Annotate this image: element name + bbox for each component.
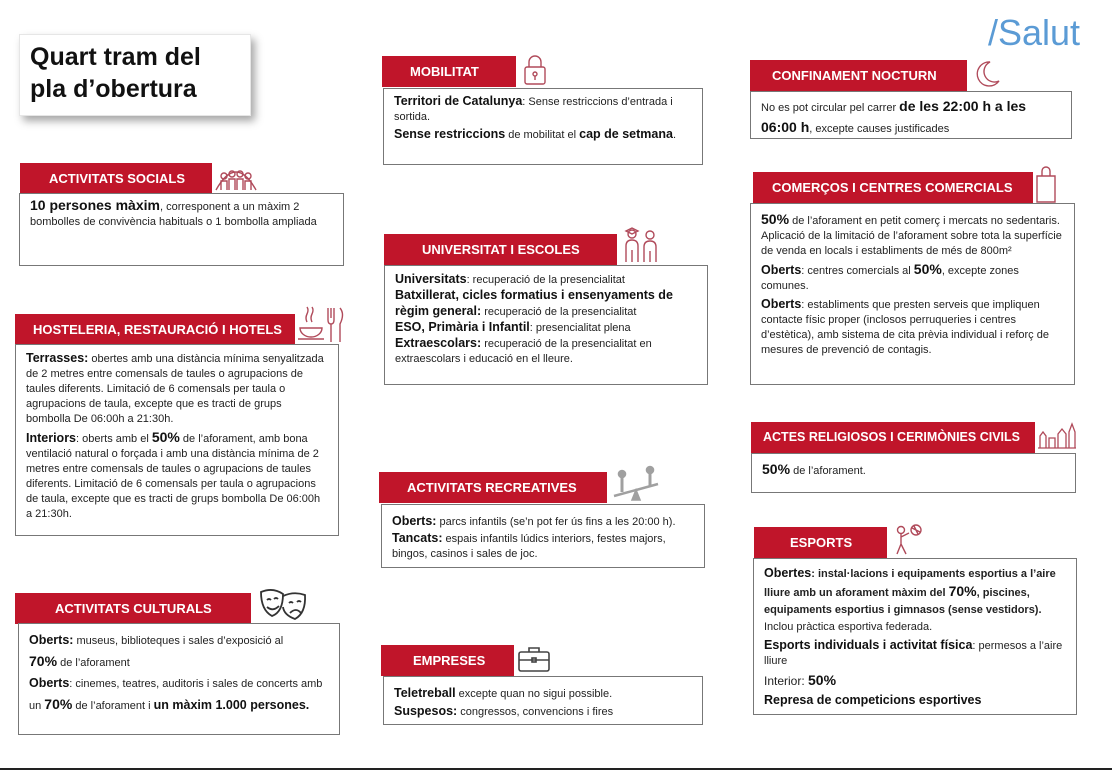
esports-p1-percent: 70% [948,583,977,599]
nocturn-p1-bold: de les 22:00 h a les 06:00 h [761,98,1027,135]
nocturn-p1-text2: , excepte causes justificades [809,123,950,135]
box-activitats-socials [19,193,344,266]
recreatives-p2-text: espais infantils lúdics interiors, festes majors, bingos, casinos i sales de joc. [392,533,666,560]
restaurant-icon [296,306,346,344]
empreses-p2-text: congressos, convencions i fires [457,706,614,718]
comercos-p3-bold: Oberts [761,297,802,311]
empreses-p1-text: excepte quan no sigui possible. [455,688,613,700]
theater-masks-icon [258,586,308,622]
title-line-1: Quart tram del [30,43,201,71]
esports-p1-text: : instal·lacions i equipaments esportius a l’aire lliure amb un aforament màxim del [764,568,1056,599]
box-confinament-nocturn [750,91,1072,139]
header-universitat: UNIVERSITAT I ESCOLES [384,234,617,265]
seesaw-icon [610,464,664,504]
empreses-p2-bold: Suspesos: [394,704,458,718]
sports-person-icon [892,522,926,556]
box-hosteleria [15,344,339,536]
hosteleria-p1-text: obertes amb una distància mínima senyalitzada de 2 metres entre comensals de taules o agrupacions de taules diferents. Limitació de 6 comensals per taula o agrupacions de taula, excepte que es tracti de grups bombolla De 06:00h a 21:30h. [26,353,324,425]
moon-icon [972,59,1002,89]
box-universitat [384,265,708,385]
box-activitats-recreatives [381,504,705,568]
mobilitat-p2-bold2: cap de setmana [579,127,673,141]
culturals-p1-text: museus, biblioteques i sales d’exposició al [73,635,284,647]
mobilitat-p1-bold: Territori de Catalunya [394,94,523,108]
header-hosteleria: HOSTELERIA, RESTAURACIÓ I HOTELS [15,314,295,345]
box-comercos [750,203,1075,385]
esports-p3-text: Interior: [764,674,809,688]
esports-p4-bold: Represa de competicions esportives [764,693,982,707]
comercos-p3-text: : establiments que presten serveis que impliquen contacte físic proper (inclosos perruqueries i centres d’estètica), amb sistema de cita prèvia individual i reforç de mesures de prevenció de contagis. [761,299,1049,356]
page-title [30,41,201,105]
nocturn-p1-text: No es pot circular pel carrer [761,102,900,114]
header-comercos: COMERÇOS I CENTRES COMERCIALS [753,172,1033,203]
universitat-p3-text: : presencialitat plena [529,322,631,334]
hosteleria-p2-text2: de l’aforament, amb bona ventilació natural o forçada i amb una distància mínima de 2 metres entre comensals de taules o agrupacions de taules diferents. Limitació de 6 comensals per taula o agrupacions de taula, excepte que es tracti de grups bombolla De 06:00h a 21:30h. [26,433,321,520]
bottom-rule [0,768,1112,770]
recreatives-p2-bold: Tancats: [392,531,443,545]
culturals-p2-percent: 70% [44,696,73,712]
box-activitats-culturals [18,623,340,735]
hosteleria-p2-bold: Interiors [26,431,77,445]
culturals-p2-bold: Oberts [29,676,70,690]
universitat-p2-text: recuperació de la presencialitat [481,306,637,318]
comercos-p2-text: : centres comercials al [801,265,914,277]
comercos-p2-bold: Oberts [761,263,802,277]
culturals-p1-bold: Oberts: [29,633,74,647]
universitat-p4-bold: Extraescolars: [395,336,482,350]
comercos-p2-text2: , excepte zones comunes. [761,265,1019,292]
briefcase-icon [517,645,551,673]
hosteleria-p2-percent: 50% [151,429,180,445]
esports-p2-bold: Esports individuals i activitat física [764,638,973,652]
box-mobilitat [383,88,703,165]
church-icon [1036,420,1078,450]
header-esports: ESPORTS [754,527,887,558]
hosteleria-p2-text1: : oberts amb el [76,433,152,445]
religiosos-p1-percent: 50% [762,461,791,477]
socials-p1-bold: 10 persones màxim [30,197,160,213]
hosteleria-p1-bold: Terrasses: [26,351,89,365]
comercos-p1-text: de l’aforament en petit comerç i mercats no sedentaris. Aplicació de la limitació de l’aforament sobre tota la superfície de venda en locals i establiments de més de 800m² [761,215,1062,257]
people-group-icon [214,160,258,194]
culturals-p1-text2: de l’aforament [57,657,130,669]
esports-p2-text: : permesos a l’aire lliure [764,640,1063,667]
empreses-p1-bold: Teletreball [394,686,456,700]
culturals-p1-percent: 70% [29,653,58,669]
universitat-p3-bold: ESO, Primària i Infantil [395,320,530,334]
recreatives-p1-bold: Oberts: [392,514,437,528]
culturals-p2-bold2: un màxim 1.000 persones. [153,698,310,712]
lock-icon [522,53,548,87]
comercos-p2-percent: 50% [913,261,942,277]
esports-p3-percent: 50% [808,672,837,688]
title-line-2: pla d’obertura [30,75,197,103]
box-esports [753,558,1077,715]
box-empreses [383,676,703,725]
universitat-p2-bold: Batxillerat, cicles formatius i ensenyaments de règim general: [395,288,673,318]
header-actes-religiosos: ACTES RELIGIOSOS I CERIMÒNIES CIVILS [751,422,1035,453]
socials-p1-text: , corresponent a un màxim 2 bombolles de convivència habituals o 1 bombolla ampliada [30,201,317,228]
mobilitat-p2-text2: . [672,129,677,141]
header-confinament-nocturn: CONFINAMENT NOCTURN [750,60,967,91]
students-icon [622,226,660,266]
title-box [19,34,251,116]
mobilitat-p2-bold: Sense restriccions [394,127,506,141]
header-activitats-culturals: ACTIVITATS CULTURALS [15,593,251,624]
esports-p1-text2: , piscines, equipaments esportius i gimnasos (sense vestidors). [764,587,1042,616]
universitat-p1-bold: Universitats [395,272,467,286]
header-activitats-socials: ACTIVITATS SOCIALS [20,163,212,194]
header-empreses: EMPRESES [381,645,514,676]
recreatives-p1-text: parcs infantils (se’n pot fer ús fins a les 20:00 h). [436,516,676,528]
religiosos-p1-text: de l’aforament. [790,465,866,477]
comercos-p1-percent: 50% [761,211,790,227]
esports-p1-bold: Obertes [764,566,812,580]
mobilitat-p2-text: de mobilitat el [505,129,580,141]
header-mobilitat: MOBILITAT [382,56,516,87]
esports-p1-text3: Inclou pràctica esportiva federada. [764,621,933,633]
salut-logo: /Salut [988,12,1081,53]
shopping-bag-icon [1034,166,1058,204]
universitat-p1-text: : recuperació de la presencialitat [466,274,625,286]
culturals-p2-text: : cinemes, teatres, auditoris i sales de concerts amb un [29,678,323,712]
mobilitat-p1-text: : Sense restriccions d’entrada i sortida. [394,96,673,123]
header-activitats-recreatives: ACTIVITATS RECREATIVES [379,472,607,503]
universitat-p4-text: recuperació de la presencialitat en extraescolars i educació en el lleure. [395,338,652,365]
box-actes-religiosos [751,453,1076,493]
culturals-p2-text2: de l’aforament i [72,700,154,712]
